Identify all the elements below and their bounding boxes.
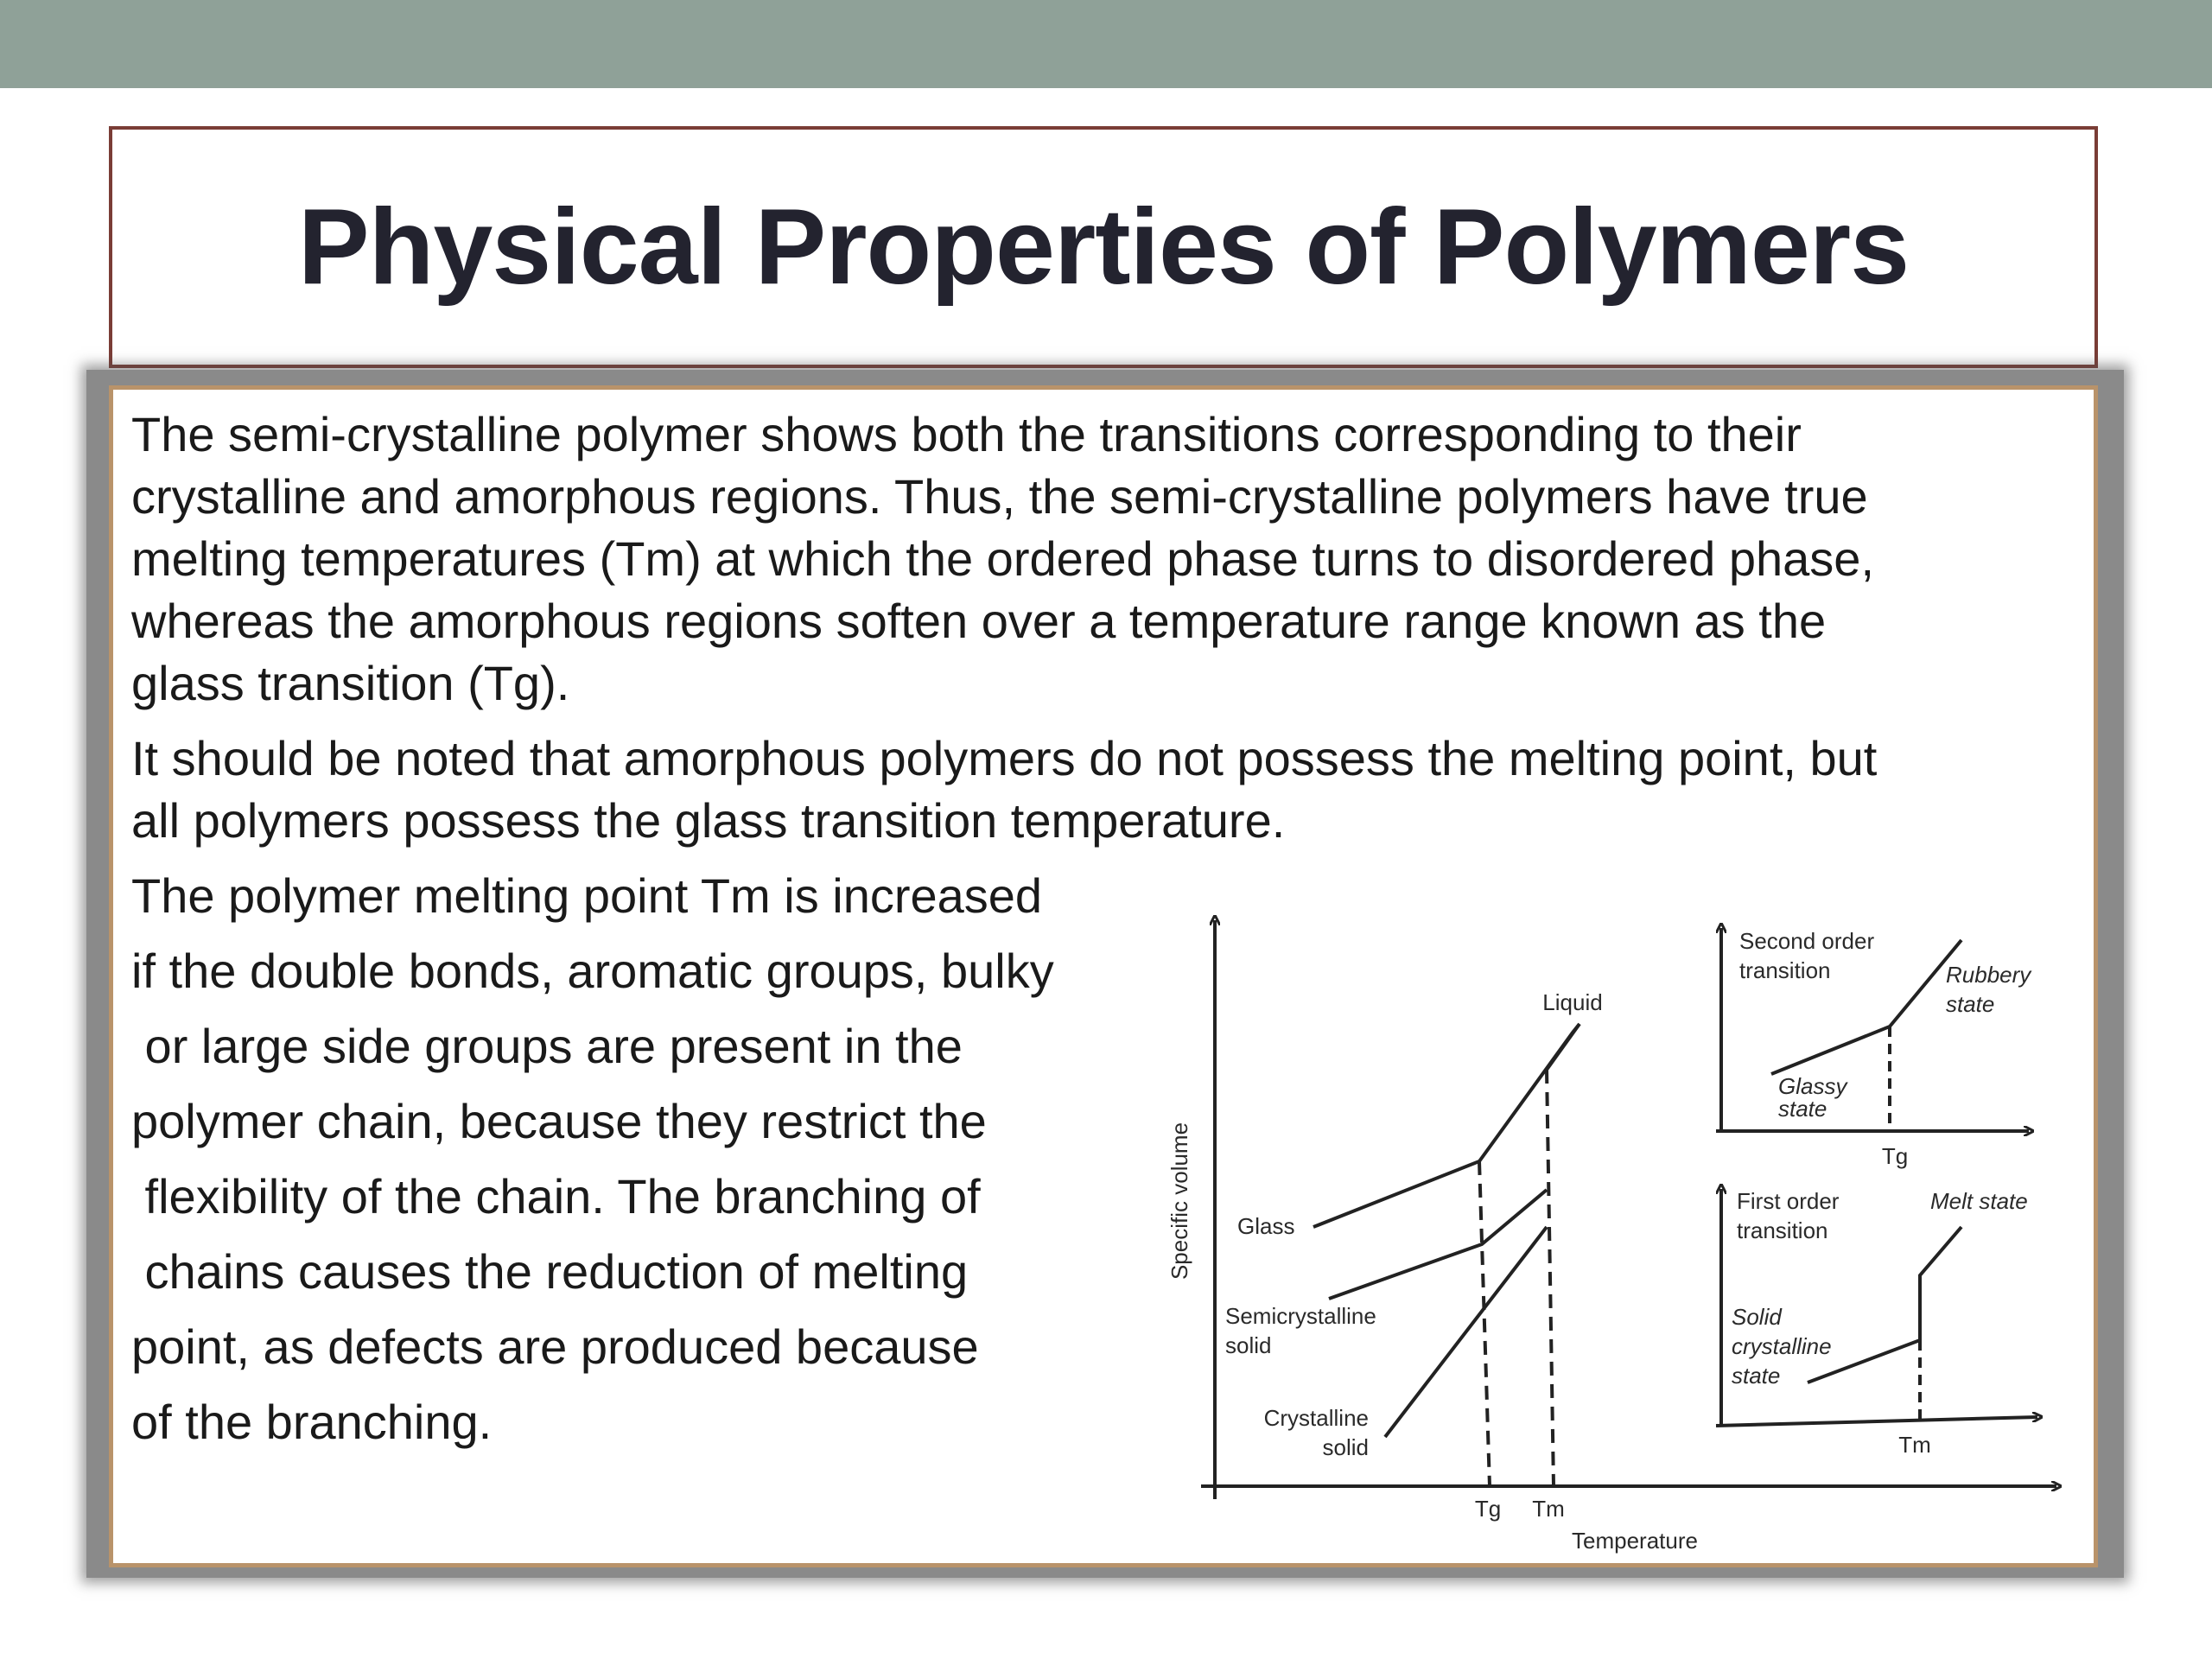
inset-tg-label: Tg — [1881, 1143, 1909, 1169]
second-order-title-line2: transition — [1739, 957, 1831, 983]
inset-second-order — [1716, 928, 2032, 1169]
y-axis-label: Specific volume — [1166, 1122, 1192, 1281]
first-order-title-line1: First order — [1737, 1188, 1840, 1214]
liquid-line — [1547, 1024, 1580, 1070]
liquid-label: Liquid — [1542, 989, 1603, 1015]
second-order-title-line1: Second order — [1739, 928, 1875, 954]
rubbery-label-line2: state — [1946, 991, 1995, 1017]
text-line: It should be noted that amorphous polymers do not possess the melting point, but — [131, 731, 1878, 785]
text-line: melting temperatures (Tm) at which the ordered phase turns to disordered phase, — [131, 531, 1875, 586]
text-line: The polymer melting point Tm is increased — [131, 868, 1043, 923]
crystalline-label-line2: solid — [1322, 1434, 1369, 1460]
text-line: glass transition (Tg). — [131, 656, 570, 710]
solid-to-melt-curve — [1808, 1227, 1961, 1382]
rubbery-label-line1: Rubbery — [1946, 962, 2031, 988]
inset-first-order — [1716, 1188, 2037, 1458]
semicrystalline-label-line2: solid — [1225, 1332, 1272, 1358]
inset-tm-label: Tm — [1898, 1432, 1931, 1458]
solid-label-line2: crystalline — [1732, 1333, 1832, 1359]
title-box — [109, 126, 2098, 368]
glass-label: Glass — [1237, 1213, 1295, 1239]
solid-label-line1: Solid — [1732, 1304, 1782, 1330]
text-line: The semi-crystalline polymer shows both the transitions corresponding to their — [131, 407, 1802, 461]
text-line: if the double bonds, aromatic groups, bulky — [131, 944, 1054, 998]
text-line: of the branching. — [131, 1395, 493, 1449]
semicrystalline-label-line1: Semicrystalline — [1225, 1303, 1376, 1329]
glassy-label-line1: Glassy — [1778, 1073, 1847, 1099]
text-line: or large side groups are present in the — [131, 1019, 963, 1073]
main-plot-curves — [1313, 1024, 1580, 1437]
main-plot-dashed-guides — [1479, 1070, 1554, 1486]
crystalline-label-line1: Crystalline — [1263, 1405, 1369, 1431]
top-decorative-bar — [0, 0, 2212, 88]
slide-title: Physical Properties of Polymers — [297, 188, 1910, 307]
paragraph-melting-point — [131, 858, 1054, 1459]
solid-label-line3: state — [1732, 1363, 1781, 1389]
text-line: flexibility of the chain. The branching of — [131, 1169, 981, 1224]
glassy-label-line2: state — [1778, 1096, 1827, 1122]
tg-tick-label: Tg — [1474, 1496, 1502, 1522]
text-line: all polymers possess the glass transition temperature. — [131, 793, 1286, 848]
specific-volume-figure — [1158, 890, 2091, 1573]
text-line: polymer chain, because they restrict the — [131, 1094, 987, 1148]
tm-tick-label: Tm — [1532, 1496, 1565, 1522]
first-order-title-line2: transition — [1737, 1217, 1828, 1243]
paragraph-amorphous-note — [131, 728, 1877, 852]
text-line: chains causes the reduction of melting — [131, 1244, 969, 1299]
text-line: crystalline and amorphous regions. Thus, the semi-crystalline polymers have true — [131, 469, 1868, 524]
crystalline-curve — [1385, 1227, 1547, 1437]
x-axis-label: Temperature — [1572, 1528, 1698, 1554]
paragraph-semicrystalline — [131, 404, 1874, 715]
melt-state-label: Melt state — [1930, 1188, 2028, 1214]
text-line: whereas the amorphous regions soften over a temperature range known as the — [131, 594, 1827, 648]
text-line: point, as defects are produced because — [131, 1319, 979, 1374]
